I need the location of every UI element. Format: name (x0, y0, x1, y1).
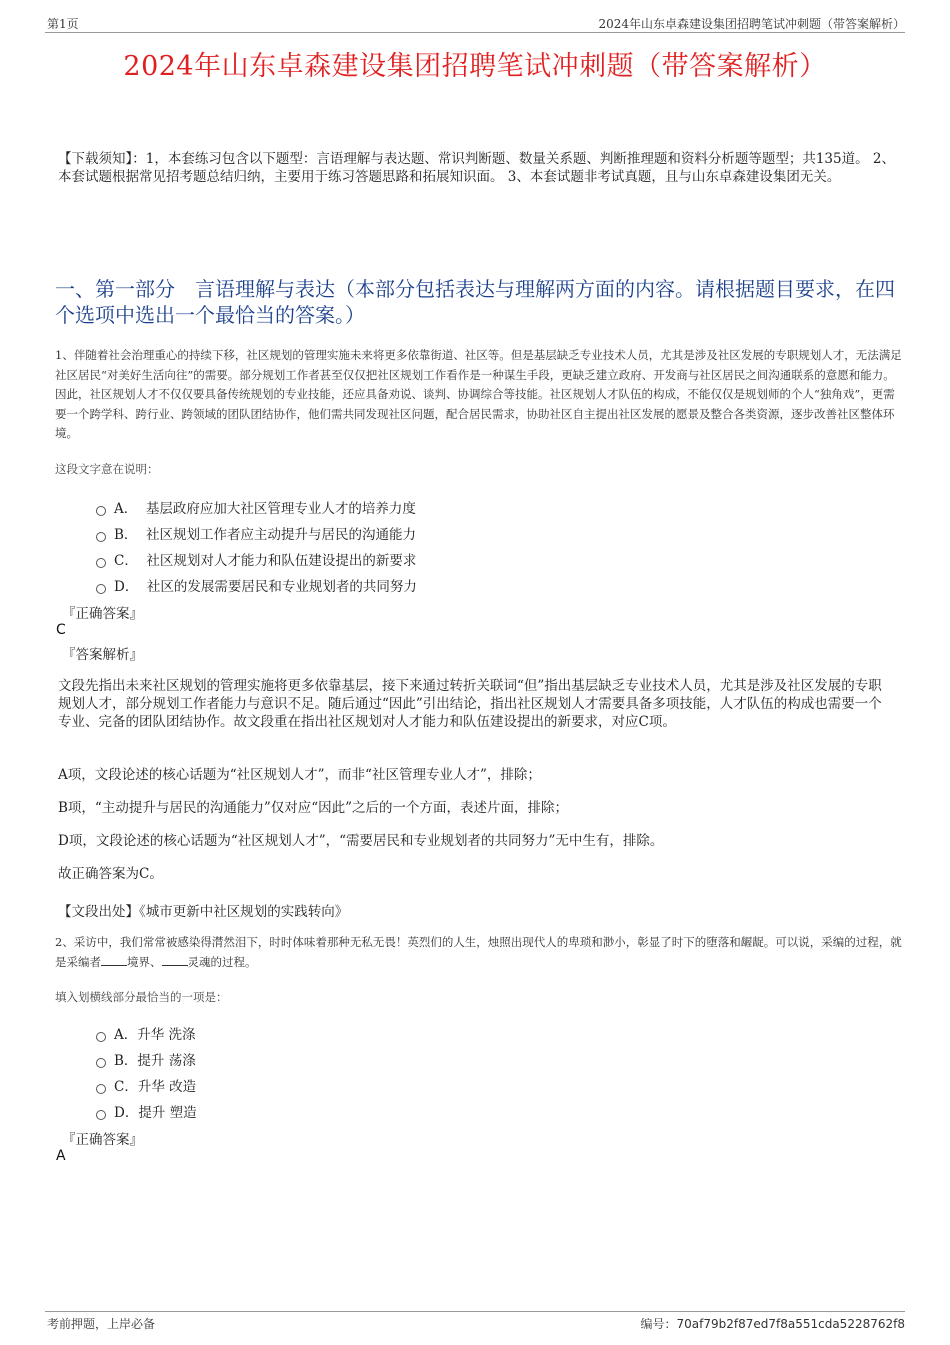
question-1-text: 1、伴随着社会治理重心的持续下移，社区规划的管理实施未来将更多依靠街道、社区等。但是基层缺乏专业技术人员，尤其是涉及社区发展的专职规划人才，无法满足社区居民“对美好生活向往”的需要。部分规划工作者甚至仅仅把社区规划工作看作是一种谋生手段，更缺乏建立政府、开发商与社区居民之间沟通联系的意愿和能力。因此，社区规划人才不仅仅要具备传统规划的专业技能，还应具备劝说、谈判、协调综合等技能。社区规划人才队伍的构成，不能仅仅是规划师的个人“独角戏”，更需要一个跨学科、跨行业、跨领域的团队团结协作，他们需共同发现社区问题，配合居民需求，协助社区自主提出社区发展的愿景及整合各类资源，逐步改善社区整体环境。 (55, 348, 902, 440)
radio-icon[interactable] (96, 532, 106, 542)
download-notice: 【下载须知】：1，本套练习包含以下题型：言语理解与表达题、常识判断题、数量关系题、判断推理题和资料分析题等题型；共135道。 2、本套试题根据常见招考题总结归纳，主要用于练习答题思路和拓展知识面。 3、本套试题非考试真题，且与山东卓森建设集团无关。 (58, 151, 895, 185)
question-2-prompt: 填入划横线部分最恰当的一项是： (55, 990, 228, 1004)
radio-icon[interactable] (96, 1110, 106, 1120)
page-number: 第1页 (47, 17, 79, 31)
header-divider (45, 32, 905, 33)
question-1-prompt: 这段文字意在说明： (55, 462, 159, 476)
radio-icon[interactable] (96, 1032, 106, 1042)
q1-analysis-b: B项，“主动提升与居民的沟通能力”仅对应“因此”之后的一个方面，表述片面，排除； (58, 800, 569, 816)
q1-source: 【文段出处】《城市更新中社区规划的实践转向》 (58, 904, 349, 920)
radio-icon[interactable] (96, 1084, 106, 1094)
q1-option-a[interactable]: A． 基层政府应加大社区管理专业人才的培养力度 (96, 497, 416, 517)
q2-option-d[interactable]: D．提升 塑造 (96, 1101, 197, 1121)
q1-analysis-label: 『答案解析』 (62, 647, 143, 663)
section-heading: 一、第一部分 言语理解与表达（本部分包括表达与理解两方面的内容。请根据题目要求，在四个选项中选出一个最恰当的答案。） (55, 277, 895, 327)
fill-blank-1 (101, 953, 127, 966)
question-2-text: 2、采访中，我们常常被感染得潸然泪下，时时体味着那种无私无畏！英烈们的人生，烛照出现代人的卑琐和渺小，彰显了时下的堕落和龌龊。可以说，采编的过程，就是采编者 境界、 灵魂的过程。 (55, 935, 902, 969)
radio-icon[interactable] (96, 506, 106, 516)
q2-answer: A (56, 1148, 66, 1164)
q1-analysis-d: D项，文段论述的核心话题为“社区规划人才”，“需要居民和专业规划者的共同努力”无中生有，排除。 (58, 833, 664, 849)
q2-answer-label: 『正确答案』 (62, 1132, 143, 1148)
header-doc-title: 2024年山东卓森建设集团招聘笔试冲刺题（带答案解析） (598, 17, 905, 31)
fill-blank-2 (162, 953, 188, 966)
q1-answer-label: 『正确答案』 (62, 606, 143, 622)
q2-option-b[interactable]: B．提升 荡涤 (96, 1049, 196, 1069)
q1-analysis-conclusion: 故正确答案为C。 (58, 866, 163, 882)
q1-option-c[interactable]: C． 社区规划对人才能力和队伍建设提出的新要求 (96, 549, 416, 569)
radio-icon[interactable] (96, 1058, 106, 1068)
q1-option-d[interactable]: D． 社区的发展需要居民和专业规划者的共同努力 (96, 575, 417, 595)
q1-option-b[interactable]: B． 社区规划工作者应主动提升与居民的沟通能力 (96, 523, 416, 543)
q1-analysis-a: A项，文段论述的核心话题为“社区规划人才”，而非“社区管理专业人才”，排除； (58, 767, 541, 783)
footer-slogan: 考前押题，上岸必备 (47, 1317, 156, 1331)
q1-answer: C (56, 622, 66, 638)
q2-option-c[interactable]: C．升华 改造 (96, 1075, 196, 1095)
q1-analysis-summary: 文段先指出未来社区规划的管理实施将更多依靠基层，接下来通过转折关联词“但”指出基层缺乏专业技术人员，尤其是涉及社区发展的专职规划人才，部分规划工作者能力与意识不足。随后通过“因此”引出结论，指出社区规划人才需要具备多项技能，人才队伍的构成也需要一个专业、完备的团队团结协作。故文段重在指出社区规划对人才能力和队伍建设提出的新要求，对应C项。 (58, 678, 882, 730)
q2-option-a[interactable]: A．升华 洗涤 (96, 1023, 196, 1043)
radio-icon[interactable] (96, 584, 106, 594)
footer-code: 编号：70af79b2f87ed7f8a551cda5228762f8 (640, 1317, 905, 1331)
footer-divider (45, 1311, 905, 1312)
radio-icon[interactable] (96, 558, 106, 568)
page-title: 2024年山东卓森建设集团招聘笔试冲刺题（带答案解析） (123, 51, 827, 82)
